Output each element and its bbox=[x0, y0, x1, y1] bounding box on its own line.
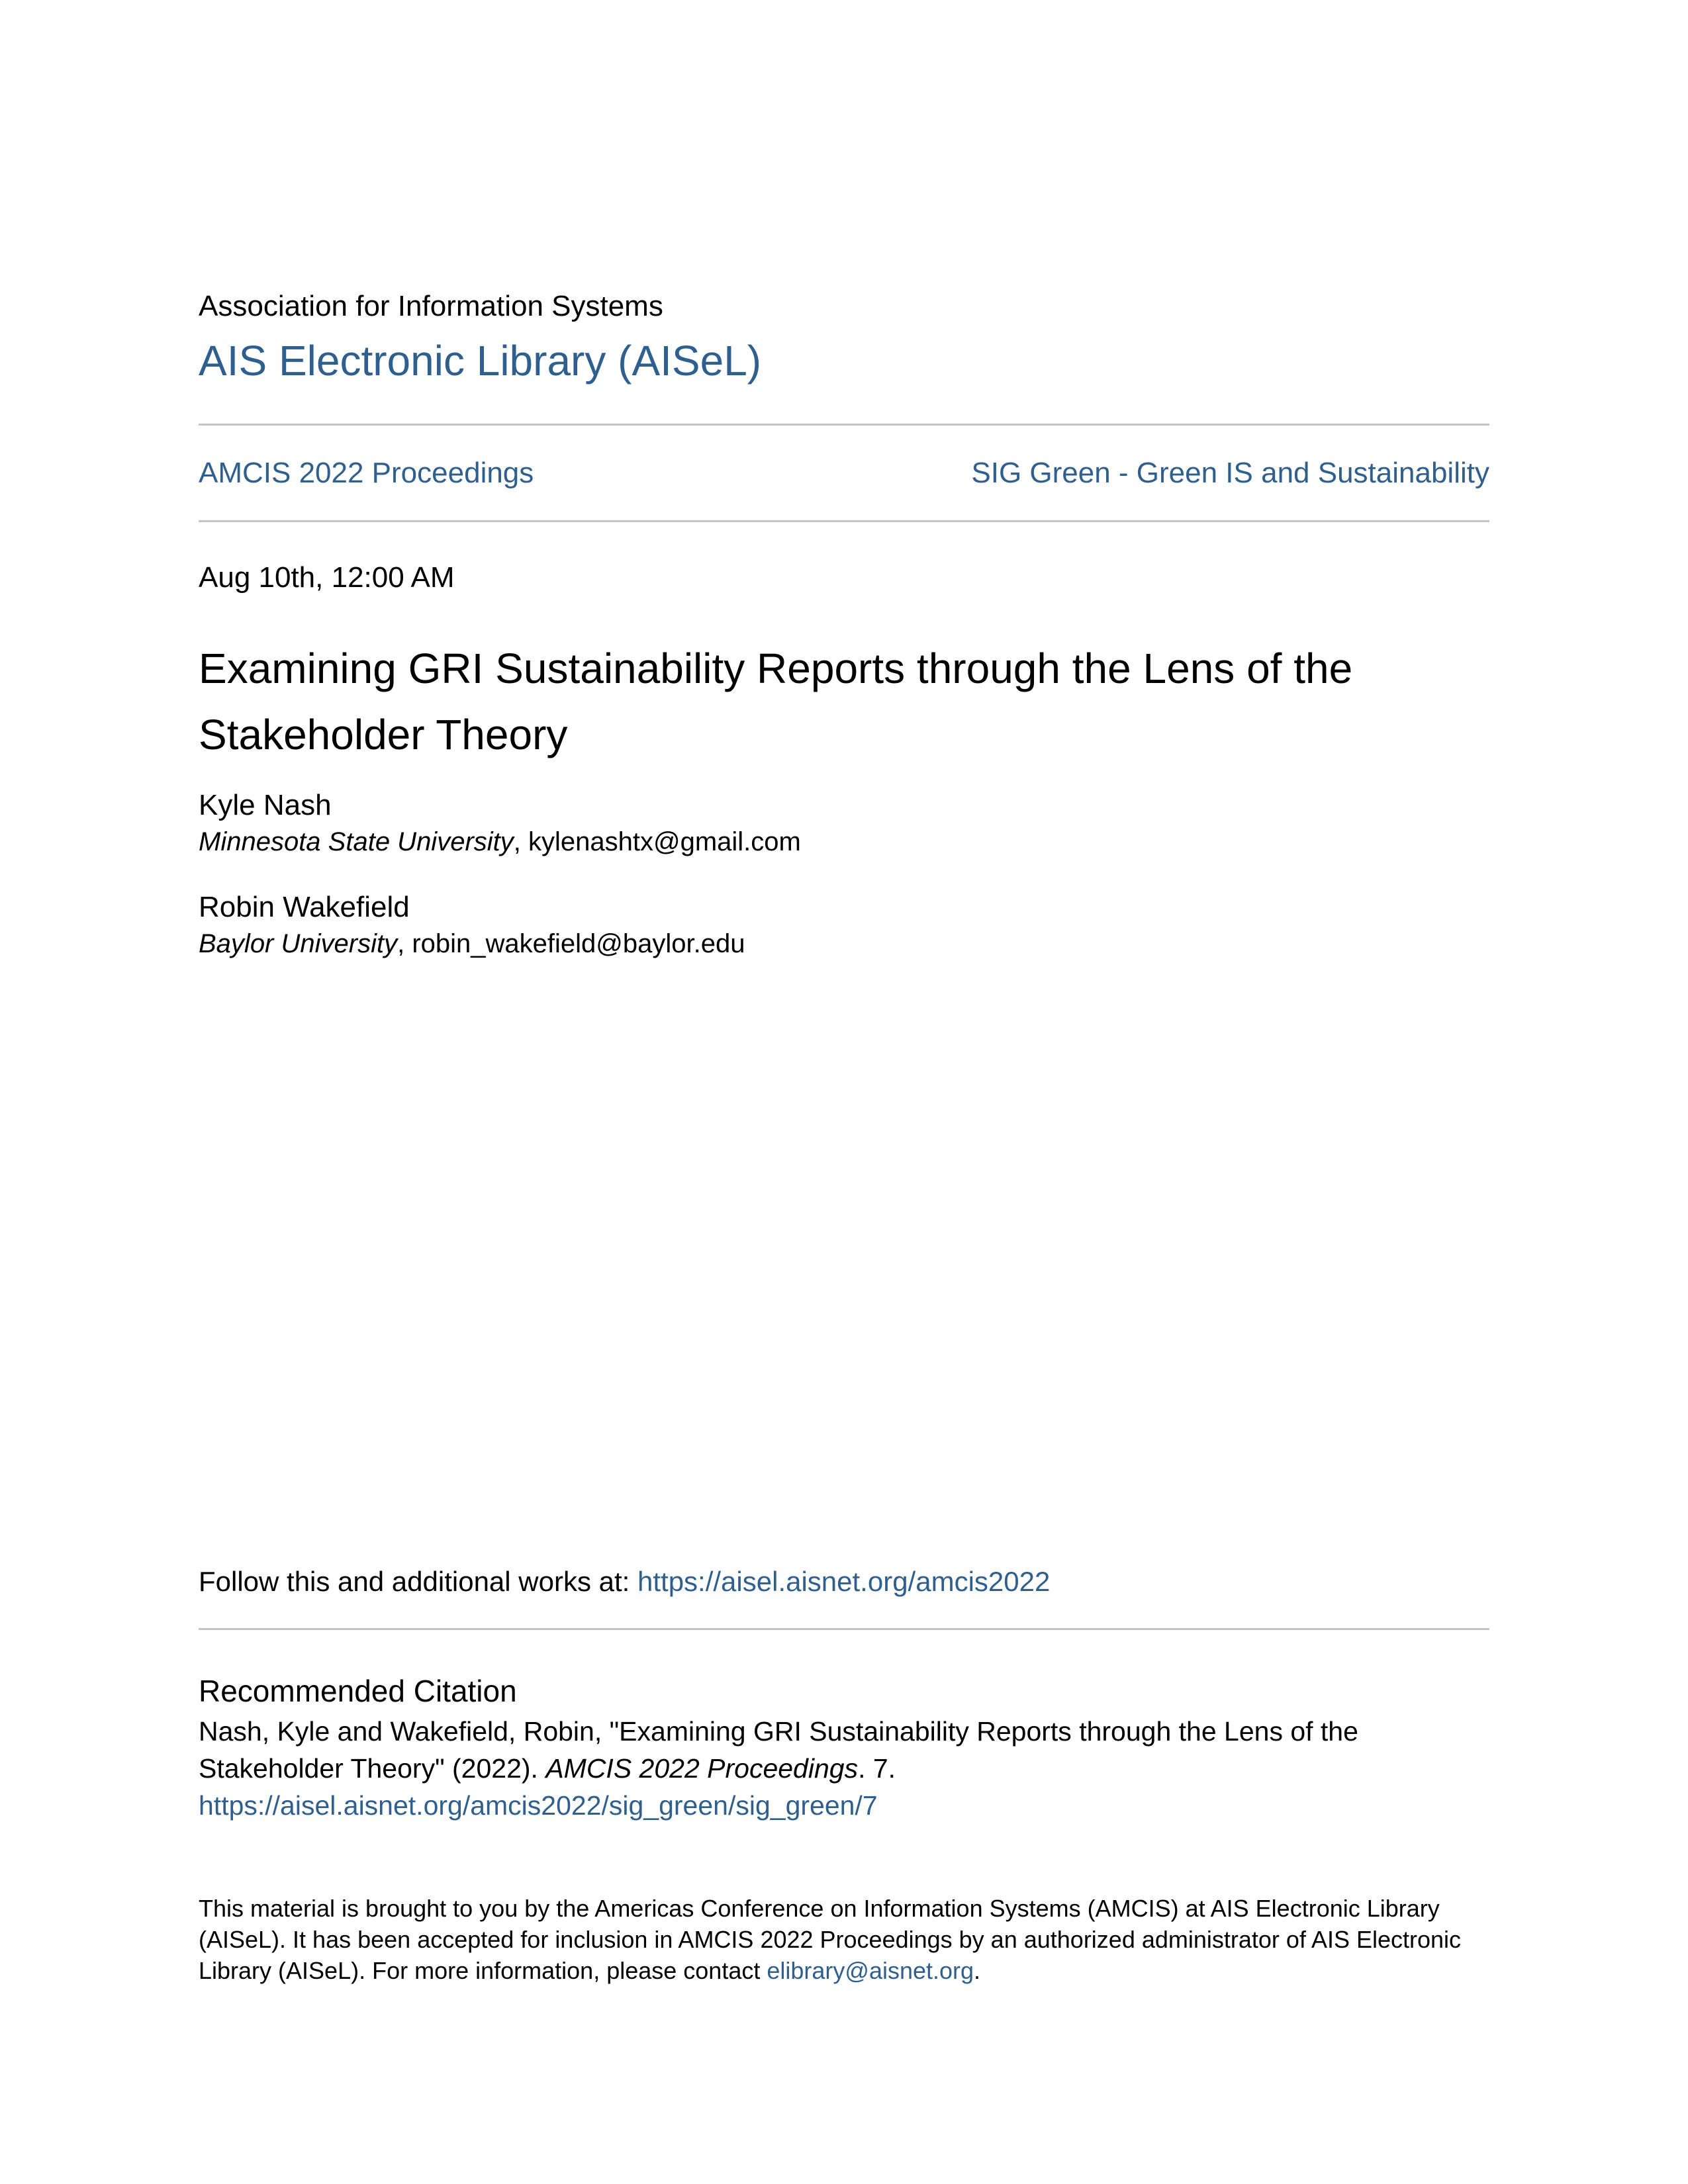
copyright-notice bbox=[199, 1893, 1489, 1986]
citation-number: . 7. bbox=[858, 1753, 896, 1784]
breadcrumb bbox=[199, 457, 1489, 490]
divider bbox=[199, 424, 1489, 426]
notice-end: . bbox=[974, 1957, 981, 1984]
follow-line bbox=[199, 1566, 1050, 1598]
divider bbox=[199, 1628, 1489, 1630]
citation-link[interactable]: https://aisel.aisnet.org/amcis2022/sig_green/sig_green/7 bbox=[199, 1790, 878, 1821]
organization-name: Association for Information Systems bbox=[199, 290, 663, 322]
cover-page bbox=[199, 0, 1489, 2184]
proceedings-link[interactable]: AMCIS 2022 Proceedings bbox=[199, 457, 534, 489]
library-link[interactable]: AIS Electronic Library (AISeL) bbox=[199, 337, 762, 385]
author-email: robin_wakefield@baylor.edu bbox=[412, 929, 745, 958]
author-affiliation: Minnesota State University, kylenashtx@gmail.com bbox=[199, 827, 801, 856]
author-email: kylenashtx@gmail.com bbox=[528, 827, 801, 856]
citation-venue: AMCIS 2022 Proceedings bbox=[545, 1753, 859, 1784]
track-link[interactable]: SIG Green - Green IS and Sustainability bbox=[971, 457, 1489, 489]
divider bbox=[199, 520, 1489, 522]
contact-email-link[interactable]: elibrary@aisnet.org bbox=[767, 1957, 974, 1984]
author-name: Kyle Nash bbox=[199, 789, 332, 821]
citation-heading: Recommended Citation bbox=[199, 1674, 517, 1708]
author-name: Robin Wakefield bbox=[199, 891, 410, 923]
citation-body: Nash, Kyle and Wakefield, Robin, "Examining GRI Sustainability Reports through the Lens of the Stakeholder Theory" (2022). bbox=[199, 1716, 1358, 1784]
event-date: Aug 10th, 12:00 AM bbox=[199, 561, 455, 594]
follow-text: Follow this and additional works at: bbox=[199, 1566, 637, 1597]
affiliation-name: Minnesota State University bbox=[199, 827, 514, 856]
follow-link[interactable]: https://aisel.aisnet.org/amcis2022 bbox=[637, 1566, 1051, 1597]
citation-text bbox=[199, 1713, 1489, 1824]
author-affiliation: Baylor University, robin_wakefield@baylor.edu bbox=[199, 929, 745, 958]
notice-text: This material is brought to you by the Americas Conference on Information Systems (AMCIS) at AIS Electronic Library (AISeL). It has been accepted for inclusion in AMCIS 2022 Proceedings by an authorized administrator of AIS Electronic Library (AISeL). For more information, please contact bbox=[199, 1895, 1462, 1984]
paper-title: Examining GRI Sustainability Reports through the Lens of the Stakeholder Theory bbox=[199, 645, 1353, 758]
affiliation-name: Baylor University bbox=[199, 929, 398, 958]
